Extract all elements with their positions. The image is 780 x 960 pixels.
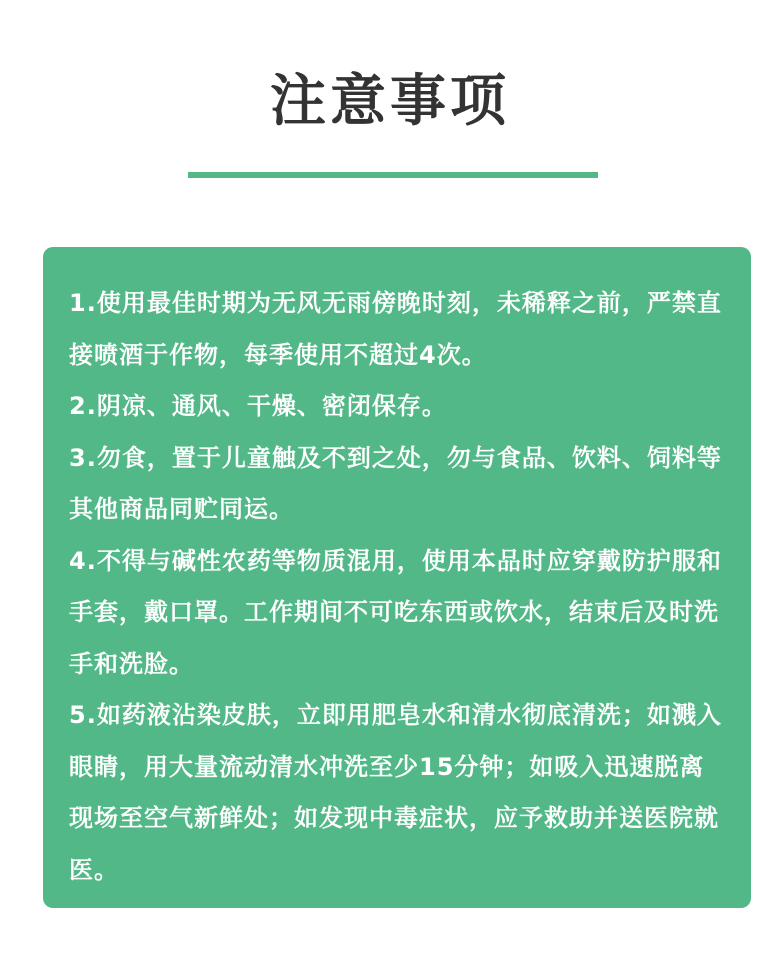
notes-panel — [43, 247, 751, 908]
note-item-3: 3.勿食，置于儿童触及不到之处，勿与食品、饮料、饲料等其他商品同贮同运。 — [69, 443, 722, 523]
note-item-5: 5.如药液沾染皮肤，立即用肥皂水和清水彻底清洗；如溅入眼睛，用大量流动清水冲洗至少15分钟；如吸入迅速脱离现场至空气新鲜处；如发现中毒症状，应予救助并送医院就医。 — [69, 701, 722, 884]
notes-list — [69, 278, 729, 896]
title-divider — [188, 172, 598, 178]
note-item-4: 4.不得与碱性农药等物质混用，使用本品时应穿戴防护服和手套，戴口罩。工作期间不可吃东西或饮水，结束后及时洗手和洗脸。 — [69, 546, 722, 678]
note-item-1: 1.使用最佳时期为无风无雨傍晚时刻，未稀释之前，严禁直接喷酒于作物，每季使用不超过4次。 — [69, 289, 722, 369]
note-item-2: 2.阴凉、通风、干燥、密闭保存。 — [69, 392, 447, 420]
page-title: 注意事项 — [270, 69, 510, 134]
